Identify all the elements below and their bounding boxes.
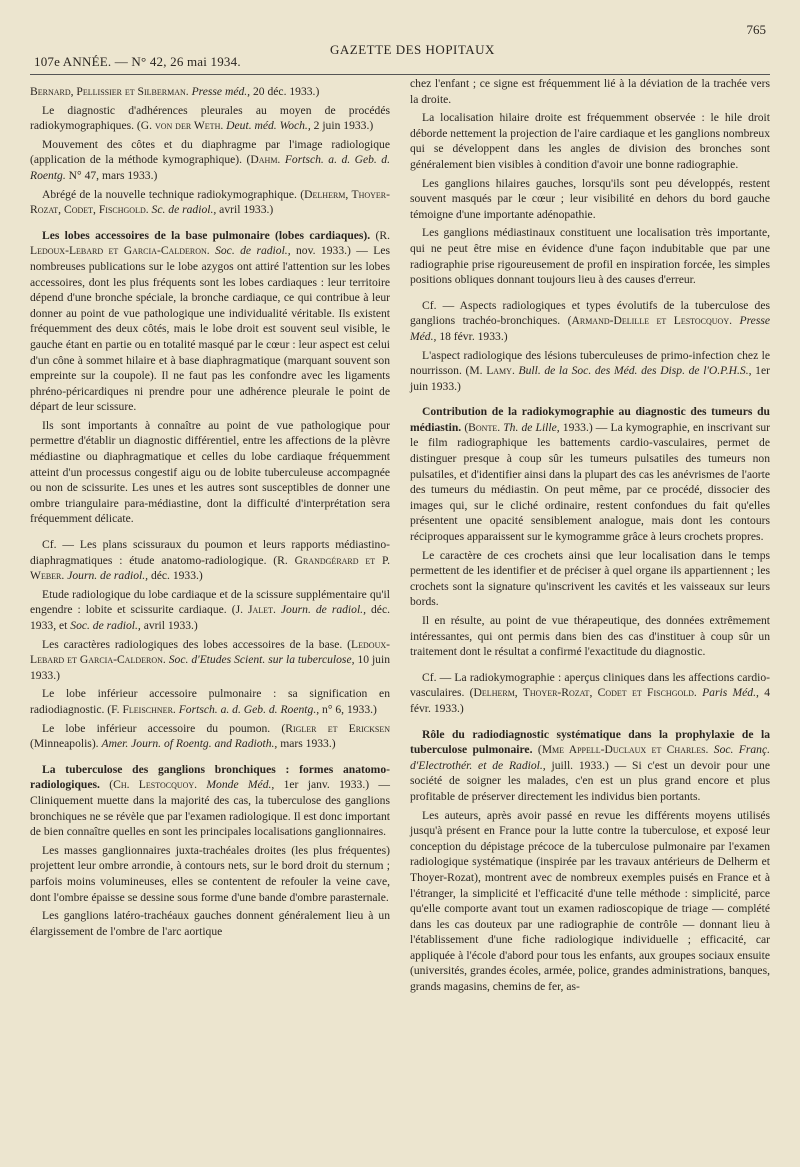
article-paragraph: La localisation hilaire droite est fréquemment observée : le hile droit déborde nettement la projection de l'aire cardiaque et les ganglions nombreux qui se développent dans les angles de division des bronches sont généralement bien visibles à condition d'avoir une bonne radiographie. (410, 111, 770, 171)
right-column (410, 76, 770, 998)
article-paragraph: Les ganglions latéro-trachéaux gauches donnent généralement lieu à un élargissement de l'ombre de l'arc aortique (30, 909, 390, 938)
article-title: La tuberculose des ganglions bronchiques : formes anatomo-radiologiques. (30, 762, 390, 792)
reference-entry: Les caractères radiologiques des lobes accessoires de la base. (Ledoux-Lebard et Garcia-Calderon. Soc. d'Etudes Scient. sur la tuberculose, 10 juin 1933.) (30, 637, 390, 682)
reference-entry: Le lobe inférieur accessoire pulmonaire : sa signification en radiodiagnostic. (F. Fleischner. Fortsch. a. d. Geb. d. Roentg., n° 6, 1933.) (30, 687, 390, 716)
page-number: 765 (746, 22, 766, 37)
article-paragraph: Il en résulte, au point de vue thérapeutique, des données extrêmement intéressantes, qui ont permis dans bien des cas d'instituer à coup sûr un traitement dont le résultat a confirmé l'exactitude du diagnostic. (410, 614, 770, 659)
article-paragraph: chez l'enfant ; ce signe est fréquemment lié à la déviation de la trachée vers la droite. (410, 77, 770, 106)
article-title: Les lobes accessoires de la base pulmonaire (lobes cardiaques). (42, 228, 371, 242)
left-column (30, 84, 390, 942)
reference-entry: Cf. — La radiokymographie : aperçus cliniques dans les affections cardio-vasculaires. (Delherm, Thoyer-Rozat, Codet et Fischgold. Paris Méd., 4 févr. 1933.) (410, 670, 770, 715)
article-ganglions-bronchiques: La tuberculose des ganglions bronchiques : formes anatomo-radiologiques. (Ch. Lestocquoy. Monde Méd., 1er janv. 1933.) — Cliniquement muette dans la majorité des cas, la tuberculose des ganglions bronchiques ne se révèle que par l'examen radiologique. Il est donc important de bien connaître quelles en sont les principales localisations ganglionnaires. (30, 762, 390, 839)
article-paragraph: Les ganglions hilaires gauches, lorsqu'ils sont peu développés, restent souvent masqués par le cœur ; leur visibilité en dehors du bord gauche témoigne d'une importante adénopathie. (410, 176, 770, 221)
reference-entry: Le lobe inférieur accessoire du poumon. (Rigler et Ericksen (Minneapolis). Amer. Journ. of Roentg. and Radioth., mars 1933.) (30, 721, 390, 751)
article-radiodiagnostic: Rôle du radiodiagnostic systématique dans la prophylaxie de la tuberculose pulmonaire. (Mme Appell-Duclaux et Charles. Soc. Franç. d'Electrothér. et de Radiol., juill. 1933.) — Si c'est un devoir pour une société de soigner les malades, c'en est un plus grand encore et plus profitable de préserver directement les individus bien portants. (410, 727, 771, 803)
article-lobes-accessoires: Les lobes accessoires de la base pulmonaire (lobes cardiaques). (R. Ledoux-Lebard et Garcia-Calderon. Soc. de radiol., nov. 1933.) — Les nombreuses publications sur le lobe azygos ont attiré l'attention sur les lobes accessoires, dont les plus fréquents sont les lobes cardiaques : leur territoire dépend d'une bronche spéciale, la bronche cardiaque, ce qui contribue à leur donner au point de vue pathologique une individualité véritable. Ils existent fréquemment des deux côtés, mais le lobe droit est souvent seul visible, le gauche étant en partie ou en totalité masqué par le cœur : leur aspect est celui d'un cône à sommet hilaire et à base diaphragmatique (marquant souvent son empreinte sur la coupole). Il ne faut pas les confondre avec les ligaments phréno-péricardiques ni prendre pour une adhérence pleurale le point de départ de leur scissure. (30, 228, 390, 414)
reference-entry: Bernard, Pellissier et Silberman. Presse méd., 20 déc. 1933.) (30, 85, 320, 98)
article-paragraph: Les auteurs, après avoir passé en revue les différents moyens utilisés jusqu'à présent en France pour la lutte contre la tuberculose, et exposé leur conception du dépistage précoce de la tuberculose pulmonaire par l'examen radiologique systématique (inspirée par les travaux antérieurs de Delherm et Thoyer-Rozat), montrent avec de nombreux exemples puisés en France et à l'étranger, la simplicité et l'efficacité d'une telle méthode : simplicité, parce qu'elle comporte avant tout un examen radioscopique de triage — complété dans les cas douteux par une radiographie de contrôle — donnant lieu à l'établissement d'une fiche radiologique individuelle ; efficacité, car appliquée à l'école d'abord pour tous les enfants, aux groupes sociaux ensuite (universités, grandes écoles, armée, police, grandes administrations, banques, grands magasins, chemins de fer, as- (410, 808, 770, 994)
journal-title: GAZETTE DES HOPITAUX (330, 42, 495, 57)
reference-entry: L'aspect radiologique des lésions tuberculeuses de primo-infection chez le nourrisson. (M. Lamy. Bull. de la Soc. des Méd. des Disp. de l'O.P.H.S., 1er juin 1933.) (410, 348, 770, 393)
article-paragraph: Le caractère de ces crochets ainsi que leur localisation dans le temps permettent de les identifier et de préciser à quel organe ils appartiennent ; les crochets sont la signature qu'inscrivent les cavités et les vaisseaux sur leurs bords. (410, 548, 770, 609)
reference-entry: Cf. — Aspects radiologiques et types évolutifs de la tuberculose des ganglions trachéo-bronchiques. (Armand-Delille et Lestocquoy. Presse Méd., 18 févr. 1933.) (410, 298, 770, 343)
article-title: Rôle du radiodiagnostic systématique dans la prophylaxie de la tuberculose pulmonaire. (410, 727, 770, 757)
reference-entry: Cf. — Les plans scissuraux du poumon et leurs rapports médiastino-diaphragmatiques : étude anatomo-radiologique. (R. Grandgérard et P. Weber. Journ. de radiol., déc. 1933.) (30, 538, 391, 583)
article-paragraph: Ils sont importants à connaître au point de vue pathologique pour permettre d'établir un diagnostic différentiel, entre les affections de la plèvre médiastine ou diaphragmatique et celles du lobe cardiaque fréquemment atteint d'un processus congestif aigu ou de lobite tuberculeuse accompagnée ou non de scissurite. Les unes et les autres sont susceptibles de donner une ombre triangulaire para-médiastine, dont la difficulté d'interprétation sera fréquemment délicate. (30, 418, 390, 526)
issue-info: 107e ANNÉE. — N° 42, 26 mai 1934. (34, 54, 241, 69)
reference-entry: Etude radiologique du lobe cardiaque et de la scissure supplémentaire qu'il engendre : lobite et scissurite cardiaque. (J. Jalet. Journ. de radiol., déc. 1933, et Soc. de radiol., avril 1933.) (30, 587, 390, 632)
reference-entry: Le diagnostic d'adhérences pleurales au moyen de procédés radiokymographiques. (G. von der Weth. Deut. méd. Woch., 2 juin 1933.) (30, 103, 390, 133)
reference-entry: Abrégé de la nouvelle technique radiokymographique. (Delherm, Thoyer-Rozat, Codet, Fischgold. Sc. de radiol., avril 1933.) (30, 187, 390, 217)
article-paragraph: Les masses ganglionnaires juxta-trachéales droites (les plus fréquentes) projettent leur ombre arrondie, à contours nets, sur le bord droit du sternum ; parfois moins volumineuses, elles se contentent de refouler la veine cave, dont l'ombre épaisse se dessine sous forme d'une bande d'ombre parasternale. (30, 843, 390, 904)
page-header (30, 22, 770, 75)
article-radiokymographie: Contribution de la radiokymographie au diagnostic des tumeurs du médiastin. (Bonte. Th. de Lille, 1933.) — La kymographie, en inscrivant sur le film radiographique les battements cardio-vasculaires, permet de distinguer presque à coup sûr les tumeurs pulsatiles des tumeurs non pulsatiles, et d'identifier ainsi dans la plupart des cas les anévrismes de l'aorte des tumeurs du médiastin. On peut même, par ce procédé, dissocier des images qui, sur le cliché ordinaire, restent confondues du fait qu'elles présentent une opacité sensiblement analogue, mais dont les contours réciproques apparaissent sur le kymogramme grâce à leurs crochets propres. (410, 405, 770, 544)
article-paragraph: Les ganglions médiastinaux constituent une localisation très importante, qui ne peut être mise en évidence d'une façon indubitable que par une radiographie prise rigoureusement de profil en inspiration forcée, les simples positions obliques donnant toujours lieu à des causes d'erreur. (410, 226, 770, 287)
reference-entry: Mouvement des côtes et du diaphragme par l'image radiologique (application de la méthode kymographique). (Dahm. Fortsch. a. d. Geb. d. Roentg. N° 47, mars 1933.) (30, 137, 391, 182)
article-title: Contribution de la radiokymographie au diagnostic des tumeurs du médiastin. (410, 405, 770, 434)
